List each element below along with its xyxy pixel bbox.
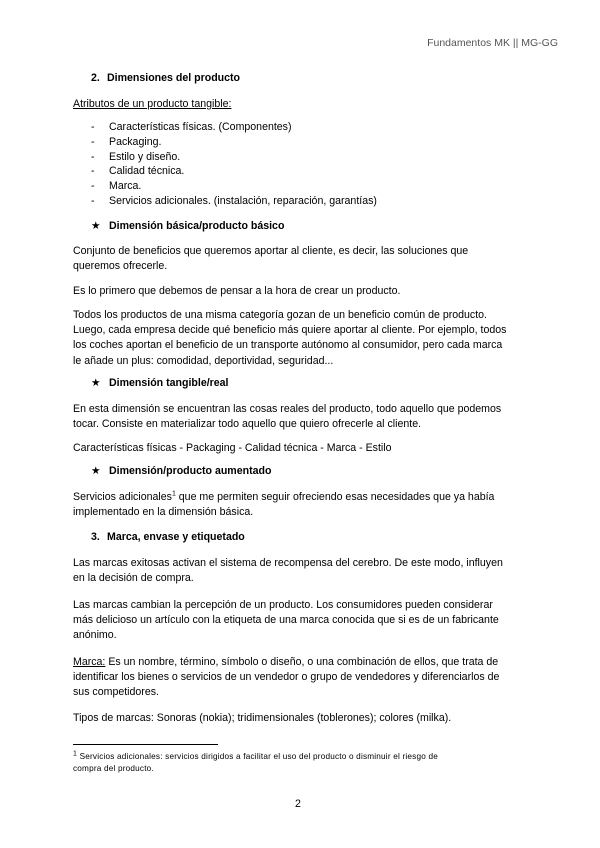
list-item: - Calidad técnica.	[91, 165, 185, 178]
section-3-title: Marca, envase y etiquetado	[107, 531, 245, 543]
footnote-ref: 1	[171, 490, 176, 498]
section-2-heading	[91, 72, 240, 84]
marca-label: Marca:	[73, 656, 106, 668]
page-number: 2	[295, 798, 301, 810]
basica-paragraph-3: Todos los productos de una misma categoría gozan de un beneficio común de producto. Luego, cada empresa decide qué beneficio más quiere aportar al cliente. Por ejemplo, todos los coches aportan el beneficio de un transporte autónomo al consumidor, pero cada marca le añade un plus: comodidad, deportividad, seguridad...	[73, 309, 507, 367]
star-icon: ★	[91, 220, 101, 232]
footnote-divider	[73, 744, 218, 745]
tangible-paragraph-2: Características físicas - Packaging - Calidad técnica - Marca - Estilo	[73, 442, 392, 454]
star-icon: ★	[91, 465, 101, 477]
aumentado-heading	[91, 465, 271, 477]
marca-definition: Marca: Es un nombre, término, símbolo o diseño, o una combinación de ellos, que trata de identificar los bienes o servicios de un vendedor o grupo de vendedores y diferenciarlos de sus competidores.	[73, 656, 500, 699]
list-item: - Marca.	[91, 180, 142, 193]
list-item: - Estilo y diseño.	[91, 150, 181, 163]
aumentado-paragraph: Servicios adicionales$^1$ que me permiten seguir ofreciendo esas necesidades que ya había implementado en la dimensión básica.	[73, 490, 495, 519]
list-item: - Características físicas. (Componentes)	[91, 121, 292, 133]
list-item: - Servicios adicionales. (instalación, reparación, garantías)	[91, 194, 377, 207]
section-3-number: 3.	[91, 531, 100, 543]
star-icon: ★	[91, 377, 101, 389]
list-item: - Packaging.	[91, 135, 162, 148]
page-header: Fundamentos MK || MG-GG	[427, 37, 558, 49]
basica-paragraph-2: Es lo primero que debemos de pensar a la hora de crear un producto.	[73, 285, 401, 297]
basica-heading	[91, 220, 284, 232]
tangible-paragraph-1: En esta dimensión se encuentran las cosas reales del producto, todo aquello que podemos tocar. Consiste en materializar todo aquello que quiero ofrecerle al cliente.	[73, 403, 502, 431]
aumentado-title: Dimensión/producto aumentado	[109, 465, 272, 477]
tangible-title: Dimensión tangible/real	[109, 377, 229, 389]
section-2-number: 2.	[91, 72, 100, 84]
section-2-title: Dimensiones del producto	[107, 72, 241, 84]
section-3-heading	[91, 531, 245, 543]
attributes-list	[91, 120, 377, 209]
tangible-heading	[91, 377, 229, 389]
footnote: $^1$ Servicios adicionales: servicios dirigidos a facilitar el uso del producto o disminuir el riesgo de compra del producto.	[73, 750, 438, 773]
section-3-paragraph-2: Las marcas cambian la percepción de un producto. Los consumidores pueden considerar más delicioso un artículo con la etiqueta de una marca conocida que si es de un fabricante anónimo.	[73, 599, 499, 642]
basica-title: Dimensión básica/producto básico	[109, 220, 285, 232]
basica-paragraph-1: Conjunto de beneficios que queremos aportar al cliente, es decir, las soluciones que queremos ofrecerle.	[73, 245, 469, 273]
attributes-label: Atributos de un producto tangible:	[73, 98, 232, 110]
section-3-paragraph-1: Las marcas exitosas activan el sistema de recompensa del cerebro. De este modo, influyen en la decisión de compra.	[73, 557, 503, 585]
tipos-de-marcas: Tipos de marcas: Sonoras (nokia); tridimensionales (toblerones); colores (milka).	[73, 712, 452, 724]
